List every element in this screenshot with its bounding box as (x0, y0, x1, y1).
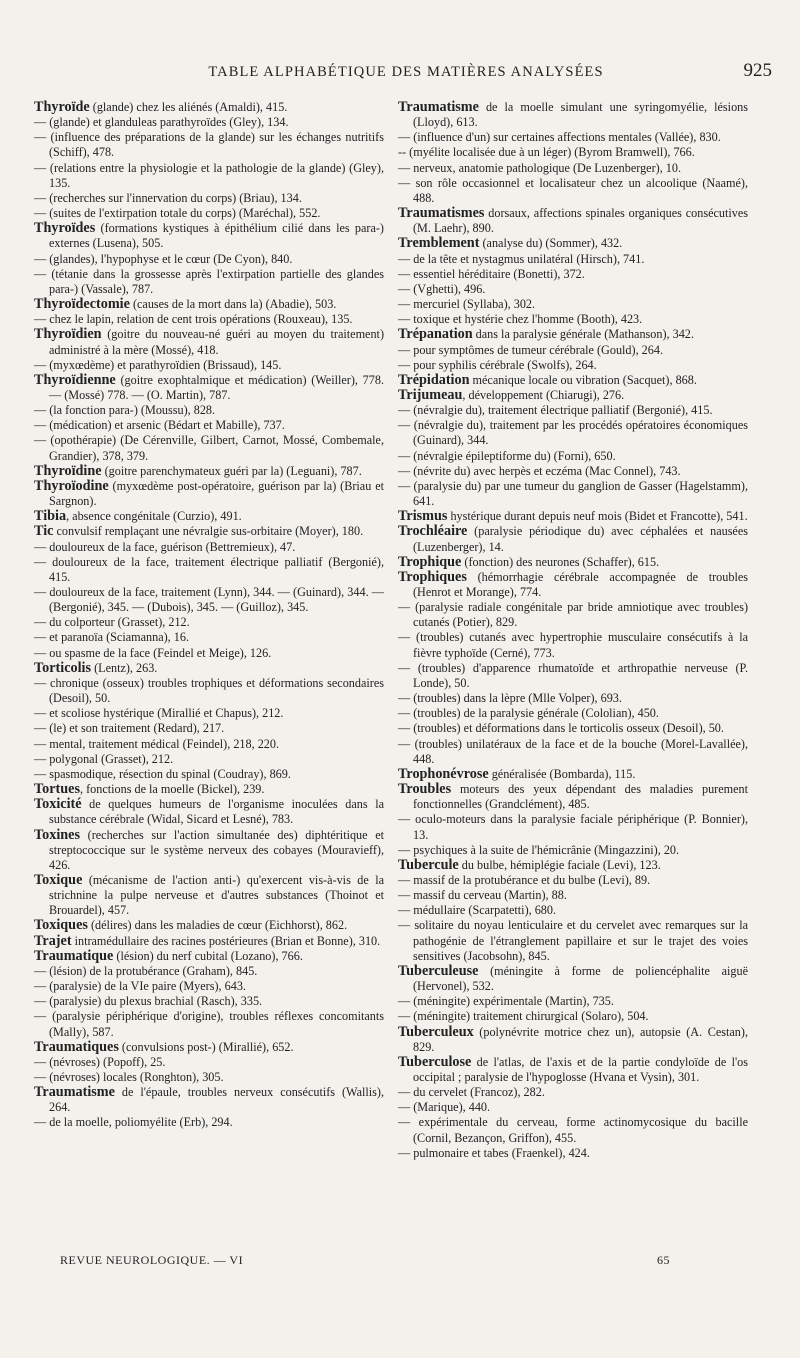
index-entry (34, 130, 384, 160)
index-entry-text: , fonctions de la moelle (Bickel), 239. (79, 782, 265, 797)
index-entry (34, 1055, 384, 1070)
index-entry (398, 812, 748, 842)
index-entry-text: (goitre exophtalmique et médication) (Weiller), 778. — (Mossé) 778. — (O. Martin), 787. (49, 372, 384, 402)
index-entry-text: — (troubles) unilatéraux de la face et de la bouche (Morel-Lavallée), 448. (398, 736, 748, 766)
index-entry (398, 630, 748, 660)
index-entry (34, 403, 384, 418)
index-entry (398, 873, 748, 888)
index-entry (34, 373, 384, 403)
index-entry (34, 161, 384, 191)
index-entry-text: dans la paralysie générale (Mathanson), 342. (472, 327, 694, 342)
index-headword: Tuberculose (398, 1053, 472, 1070)
index-entry (34, 615, 384, 630)
index-headword: Traumatismes (398, 205, 485, 222)
journal-footer: REVUE NEUROLOGIQUE. — VI (60, 1253, 244, 1267)
index-entry-text: — (troubles) de la paralysie générale (Cololian), 450. (398, 706, 659, 721)
index-entry (34, 524, 384, 539)
index-entry-text: — (paralysie du) par une tumeur du ganglion de Gasser (Hagelstamm), 641. (398, 478, 748, 509)
index-entry-text: — (névralgie épileptiforme du) (Forni), 650. (398, 448, 616, 463)
index-entry (34, 540, 384, 555)
index-entry-text: — chronique (osseux) troubles trophiques et déformations secondaires (Desoil), 50. (34, 675, 384, 706)
index-entry (34, 979, 384, 994)
index-entry (34, 721, 384, 736)
index-entry (34, 358, 384, 373)
index-entry (398, 418, 748, 448)
index-entry (34, 873, 384, 918)
index-headword: Toxicité (34, 796, 82, 813)
index-entry-text: — chez le lapin, relation de cent trois opérations (Rouxeau), 135. (34, 312, 353, 327)
index-entry (34, 1070, 384, 1085)
index-entry (34, 934, 384, 949)
index-entry-text: — (paralysie) du plexus brachial (Rasch), 335. (34, 994, 263, 1009)
index-entry-text: (convulsions post-) (Mirallié), 652. (118, 1039, 294, 1054)
index-headword: Trismus (398, 508, 448, 525)
index-entry-text: — (Vghetti), 496. (398, 281, 486, 296)
page-number: 925 (743, 60, 772, 81)
index-entry-text: généralisée (Bombarda), 115. (488, 766, 636, 781)
index-entry (34, 676, 384, 706)
index-entry-text: — mercuriel (Syllaba), 302. (398, 297, 536, 312)
index-entry-text: — solitaire du noyau lenticulaire et du cervelet avec remarques sur la pathogénie de l'étranglement papillaire et sur le trajet des voies sensitives (Jacobsohn), 845. (398, 918, 748, 963)
index-entry-text: (paralysie périodique du) avec céphalées et nausées (Luzenberger), 14. (413, 524, 748, 554)
index-entry (398, 343, 748, 358)
index-entry (34, 1040, 384, 1055)
index-entry-text: — essentiel héréditaire (Bonetti), 372. (398, 266, 585, 281)
index-entry (34, 191, 384, 206)
index-entry-text: — douloureux de la face, traitement (Lynn), 344. — (Guinard), 344. — (Bergonié), 345. — (Dubois), 345. — (Guilloz), 345. (34, 585, 384, 615)
index-entry-text: de la moelle simulant une syringomyélie, lésions (Lloyd), 613. (413, 100, 748, 130)
index-entry (34, 752, 384, 767)
index-entry-text: — psychiques à la suite de l'hémicrânie (Mingazzini), 20. (398, 842, 680, 857)
index-entry-text: de l'épaule, troubles nerveux consécutifs (Wallis), 264. (49, 1085, 384, 1115)
index-headword: Trophiques (398, 568, 467, 585)
index-entry (34, 267, 384, 297)
index-entry (398, 600, 748, 630)
index-entry-text: — (recherches sur l'innervation du corps) (Briau), 134. (34, 190, 302, 205)
index-entry (398, 858, 748, 873)
index-entry-text: — (opothérapie) (De Cérenville, Gilbert, Carnot, Mossé, Combemale, Grandier), 378, 379. (34, 433, 384, 463)
index-entry (398, 449, 748, 464)
index-headword: Traumatiques (34, 1038, 119, 1055)
index-entry-text: — douloureux de la face, guérison (Bettremieux), 47. (34, 539, 296, 554)
index-entry-text: (formations kystiques à épithélium cilié dans les para-) externes (Lusena), 505. (49, 221, 384, 251)
index-entry-text: — (névroses) locales (Ronghton), 305. (34, 1070, 224, 1084)
index-entry-text: (lésion) du nerf cubital (Lozano), 766. (113, 948, 303, 963)
index-entry-text: — pulmonaire et tabes (Fraenkel), 424. (398, 1145, 590, 1160)
index-entry-text: mécanique locale ou vibration (Sacquet), 868. (469, 372, 697, 387)
index-entry-text: (fonction) des neurones (Schaffer), 615. (461, 554, 660, 569)
index-entry (34, 327, 384, 357)
index-headword: Torticolis (34, 659, 92, 676)
index-entry-text: (méningite à forme de poliencéphalite aiguë (Hervonel), 532. (413, 963, 748, 994)
index-headword: Trépidation (398, 371, 470, 388)
index-headword: Toxiques (34, 917, 88, 934)
index-entry-text: hystérique durant depuis neuf mois (Bidet et Francotte), 541. (447, 509, 748, 524)
index-headword: Thyroïdes (34, 220, 96, 237)
index-entry (398, 100, 748, 130)
running-head (40, 62, 772, 86)
index-entry-text: (causes de la mort dans la) (Abadie), 503. (129, 297, 337, 312)
index-entry (398, 782, 748, 812)
index-entry (34, 782, 384, 797)
index-entry-text: — (tétanie dans la grossesse après l'extirpation partielle des glandes para-) (Vassale), 787. (34, 266, 384, 296)
index-entry (34, 115, 384, 130)
index-entry (34, 555, 384, 585)
index-entry-text: — médullaire (Scarpatetti), 680. (398, 903, 557, 918)
index-headword: Traumatisme (398, 99, 479, 115)
index-entry (398, 206, 748, 236)
index-entry (398, 691, 748, 706)
index-entry (34, 1009, 384, 1039)
index-entry (398, 1085, 748, 1100)
index-headword: Thyroïdectomie (34, 296, 130, 313)
index-entry (398, 888, 748, 903)
index-entry (398, 964, 748, 994)
index-entry (34, 297, 384, 312)
index-entry-text: (goitre parenchymateux guéri par la) (Leguani), 787. (101, 463, 362, 478)
index-entry-text: — (influence des préparations de la glande) sur les échanges nutritifs (Schiff), 478. (34, 130, 384, 160)
index-entry (398, 1100, 748, 1115)
index-entry-text: — du cervelet (Francoz), 282. (398, 1085, 545, 1100)
index-entry (398, 327, 748, 342)
index-headword: Troubles (398, 781, 452, 798)
index-entry (34, 221, 384, 251)
index-entry (34, 464, 384, 479)
index-entry (34, 949, 384, 964)
index-entry-text: — et paranoïa (Sciamanna), 16. (34, 630, 189, 645)
index-entry (398, 524, 748, 554)
index-entry (398, 479, 748, 509)
index-entry-text: — (myxœdème) et parathyroïdien (Brissaud), 145. (34, 357, 282, 372)
index-entry-text: — ou spasme de la face (Feindel et Meige), 126. (34, 645, 272, 660)
index-entry-text: — (troubles) dans la lèpre (Mlle Volper), 693. (398, 691, 622, 706)
index-headword: Tuberculeuse (398, 962, 479, 979)
index-entry (398, 1025, 748, 1055)
index-entry-text: — oculo-moteurs dans la paralysie faciale périphérique (P. Bonnier), 13. (398, 812, 748, 842)
index-entry-text: (goitre du nouveau-né guéri au moyen du traitement) administré à la mère (Mossé), 418. (49, 327, 384, 357)
index-entry (398, 1146, 748, 1161)
index-headword: Thyroïodine (34, 477, 109, 494)
index-entry-text: — de la moelle, poliomyélite (Erb), 294. (34, 1115, 233, 1130)
index-entry (398, 176, 748, 206)
index-entry (34, 479, 384, 509)
index-headword: Trophonévrose (398, 765, 489, 782)
index-entry-text: — (relations entre la physiologie et la pathologie de la glande) (Gley), 135. (34, 160, 384, 190)
index-entry-text: (myxœdème post-opératoire, guérison par la) (Briau et Sargnon). (49, 478, 384, 509)
index-entry-text: — pour symptômes de tumeur cérébrale (Gould), 264. (398, 342, 664, 357)
index-entry (398, 1115, 748, 1145)
index-entry (398, 267, 748, 282)
index-entry-text: — (le) et son traitement (Redard), 217. (34, 721, 225, 736)
index-headword: Trajet (34, 932, 72, 949)
index-entry-text: (polynévrite motrice chez un), autopsie (A. Cestan), 829. (413, 1024, 748, 1054)
index-entry-text: — expérimentale du cerveau, forme actinomycosique du bacille (Cornil, Bezançon, Griffon), 455. (398, 1115, 748, 1145)
index-entry (34, 585, 384, 615)
page-title: TABLE ALPHABÉTIQUE DES MATIÈRES ANALYSÉES (208, 64, 604, 80)
index-column-left (34, 100, 384, 1131)
index-entry (398, 767, 748, 782)
index-column-right (398, 100, 748, 1161)
index-entry (398, 464, 748, 479)
index-entry (34, 797, 384, 827)
index-entry (398, 509, 748, 524)
index-headword: Trijumeau (398, 386, 463, 403)
index-entry-text: convulsif remplaçant une névralgie sus-orbitaire (Moyer), 180. (53, 524, 364, 539)
index-entry-text: — toxique et hystérie chez l'homme (Booth), 423. (398, 312, 643, 327)
index-entry-text: — (glandes), l'hypophyse et le cœur (De Cyon), 840. (34, 251, 293, 266)
index-headword: Toxique (34, 871, 83, 888)
index-entry (34, 630, 384, 645)
index-entry (398, 358, 748, 373)
index-entry (34, 994, 384, 1009)
index-entry-text: — douloureux de la face, traitement électrique palliatif (Bergonié), 415. (34, 554, 384, 584)
index-entry-text: — polygonal (Grasset), 212. (34, 751, 174, 766)
index-entry (34, 206, 384, 221)
index-entry-text: (hémorrhagie cérébrale accompagnée de troubles (Henrot et Morange), 774. (413, 569, 748, 599)
index-entry-text: (délires) dans les maladies de cœur (Eichhorst), 862. (87, 918, 348, 933)
index-entry (398, 388, 748, 403)
index-entry-text: — (paralysie périphérique d'origine), troubles réflexes concomitants (Mally), 587. (34, 1009, 384, 1039)
index-entry-text: — (troubles) cutanés avec hypertrophie musculaire consécutifs à la fièvre typhoïde (Cerné), 773. (398, 630, 748, 660)
index-entry (398, 252, 748, 267)
index-headword: Thyroïdienne (34, 371, 116, 388)
index-entry (398, 403, 748, 418)
index-entry (398, 161, 748, 176)
index-entry (398, 1009, 748, 1024)
index-entry (34, 252, 384, 267)
index-entry-text: (glande) chez les aliénés (Amaldi), 415. (89, 100, 288, 114)
index-entry (34, 418, 384, 433)
index-headword: Tuberculeux (398, 1023, 474, 1040)
index-entry-text: (recherches sur l'action simultanée des) diphtéritique et streptococcique sur le système nerveux des cobayes (Mouravieff), 426. (49, 827, 384, 872)
index-entry-text: — (névroses) (Popoff), 25. (34, 1054, 166, 1069)
index-entry (34, 737, 384, 752)
index-entry-text: — (paralysie) de la VIe paire (Myers), 643. (34, 979, 246, 994)
index-entry (398, 994, 748, 1009)
index-entry-text: — son rôle occasionnel et localisateur chez un alcoolique (Naamé), 488. (398, 175, 748, 205)
index-headword: Tubercule (398, 856, 459, 873)
index-headword: Trochléaire (398, 523, 468, 540)
index-entry (398, 312, 748, 327)
index-headword: Thyroïdien (34, 326, 102, 343)
index-headword: Traumatique (34, 947, 114, 964)
index-headword: Tortues (34, 781, 80, 798)
index-entry (34, 312, 384, 327)
index-entry-text: , développement (Chiarugi), 276. (462, 387, 625, 402)
index-entry (398, 737, 748, 767)
index-entry-text: — (influence d'un) sur certaines affections mentales (Vallée), 830. (398, 130, 721, 145)
index-entry (34, 767, 384, 782)
index-entry (34, 1085, 384, 1115)
index-entry (34, 646, 384, 661)
index-entry (398, 236, 748, 251)
index-entry-text: — du colporteur (Grasset), 212. (34, 615, 190, 630)
index-entry (398, 373, 748, 388)
index-entry-text: — massif de la protubérance et du bulbe (Levi), 89. (398, 872, 651, 887)
index-entry-text: — (méningite) expérimentale (Martin), 735. (398, 994, 614, 1009)
index-entry (398, 570, 748, 600)
index-entry (34, 964, 384, 979)
index-entry-text: — mental, traitement médical (Feindel), 218, 220. (34, 736, 280, 751)
index-headword: Trépanation (398, 326, 473, 343)
index-entry (398, 721, 748, 736)
index-entry (34, 100, 384, 115)
index-entry-text: — (troubles) d'apparence rhumatoïde et arthropathie nerveuse (P. Londe), 50. (398, 660, 748, 690)
index-entry-text: — (névralgie du), traitement électrique palliatif (Bergonié), 415. (398, 403, 713, 418)
index-entry-text: — (lésion) de la protubérance (Graham), 845. (34, 963, 258, 978)
index-entry-text: — (méningite) traitement chirurgical (Solaro), 504. (398, 1009, 649, 1024)
index-headword: Traumatisme (34, 1084, 115, 1101)
index-entry-text: — (névrite du) avec herpès et eczéma (Mac Connel), 743. (398, 463, 681, 478)
index-entry-text: — massif du cerveau (Martin), 88. (398, 888, 567, 903)
index-entry-text: — et scoliose hystérique (Mirallié et Chapus), 212. (34, 706, 284, 721)
index-entry (34, 706, 384, 721)
index-entry-text: — (suites de l'extirpation totale du corps) (Maréchal), 552. (34, 206, 321, 221)
index-entry-text: — (troubles) et déformations dans le torticolis osseux (Desoil), 50. (398, 721, 724, 736)
index-entry-text: — (névralgie du), traitement par les procédés opératoires économiques (Guinard), 344. (398, 418, 748, 448)
index-entry-text: — (glande) et glanduleas parathyroïdes (Gley), 134. (34, 115, 289, 130)
index-entry (398, 918, 748, 963)
index-entry-text: — spasmodique, résection du spinal (Coudray), 869. (34, 766, 291, 781)
signature-mark: 65 (657, 1253, 670, 1267)
index-entry (34, 918, 384, 933)
index-entry (398, 282, 748, 297)
index-headword: Thyroïde (34, 99, 90, 115)
index-entry-text: — (la fonction para-) (Moussu), 828. (34, 403, 216, 418)
index-entry-text: (mécanisme de l'action anti-) qu'exercent vis-à-vis de la strichnine la pulpe nerveuse et d'autres substances (Thoinot et Brouardel), 457. (49, 872, 384, 918)
index-entry-text: — (paralysie radiale congénitale par bride amniotique avec troubles) cutanés (Potier), 829. (398, 600, 748, 630)
page-footer (40, 1253, 670, 1271)
index-headword: Thyroïdine (34, 462, 102, 479)
index-entry (398, 1055, 748, 1085)
index-entry-text: intramédullaire des racines postérieures (Brian et Bonne), 310. (71, 933, 381, 948)
index-entry (398, 903, 748, 918)
index-entry-text: (analyse du) (Sommer), 432. (479, 236, 623, 251)
index-entry-text: — de la tête et nystagmus unilatéral (Hirsch), 741. (398, 251, 645, 266)
index-entry (34, 433, 384, 463)
index-entry (398, 297, 748, 312)
index-entry (398, 843, 748, 858)
index-entry (34, 1115, 384, 1130)
index-entry (398, 145, 748, 160)
index-headword: Tibia (34, 508, 67, 525)
index-entry-text: — nerveux, anatomie pathologique (De Luzenberger), 10. (398, 160, 682, 175)
index-headword: Trophique (398, 553, 462, 570)
index-entry (398, 555, 748, 570)
index-entry (398, 661, 748, 691)
index-entry-text: , absence congénitale (Curzio), 491. (66, 509, 242, 524)
index-entry (398, 706, 748, 721)
index-entry-text: moteurs des yeux dépendant des maladies purement fonctionnelles (Grandclément), 485. (413, 782, 748, 812)
index-entry-text: — (médication) et arsenic (Bédart et Mabille), 737. (34, 418, 285, 433)
index-headword: Tic (34, 523, 54, 540)
index-entry-text: de quelques humeurs de l'organisme inoculées dans la substance cérébrale (Widal, Sicard et Lesné), 783. (49, 797, 384, 827)
index-entry (398, 130, 748, 145)
index-entry-text: du bulbe, hémiplégie faciale (Levi), 123. (458, 857, 661, 872)
index-headword: Tremblement (398, 235, 480, 252)
index-entry-text: (Lentz), 263. (91, 660, 158, 675)
index-entry-text: dorsaux, affections spinales organiques consécutives (M. Laehr), 890. (413, 206, 748, 236)
index-entry-text: -- (myélite localisée due à un léger) (Byrom Bramwell), 766. (398, 145, 695, 160)
index-entry-text: — (Marique), 440. (398, 1100, 491, 1115)
index-entry (34, 828, 384, 873)
index-entry (34, 661, 384, 676)
index-entry-text: de l'atlas, de l'axis et de la partie condyloïde de l'os occipital ; paralysie de l'hypoglosse (Hvana et Vysin), 301. (413, 1054, 748, 1084)
index-entry (34, 509, 384, 524)
index-entry-text: — pour syphilis cérébrale (Swolfs), 264. (398, 357, 597, 372)
index-headword: Toxines (34, 826, 80, 843)
